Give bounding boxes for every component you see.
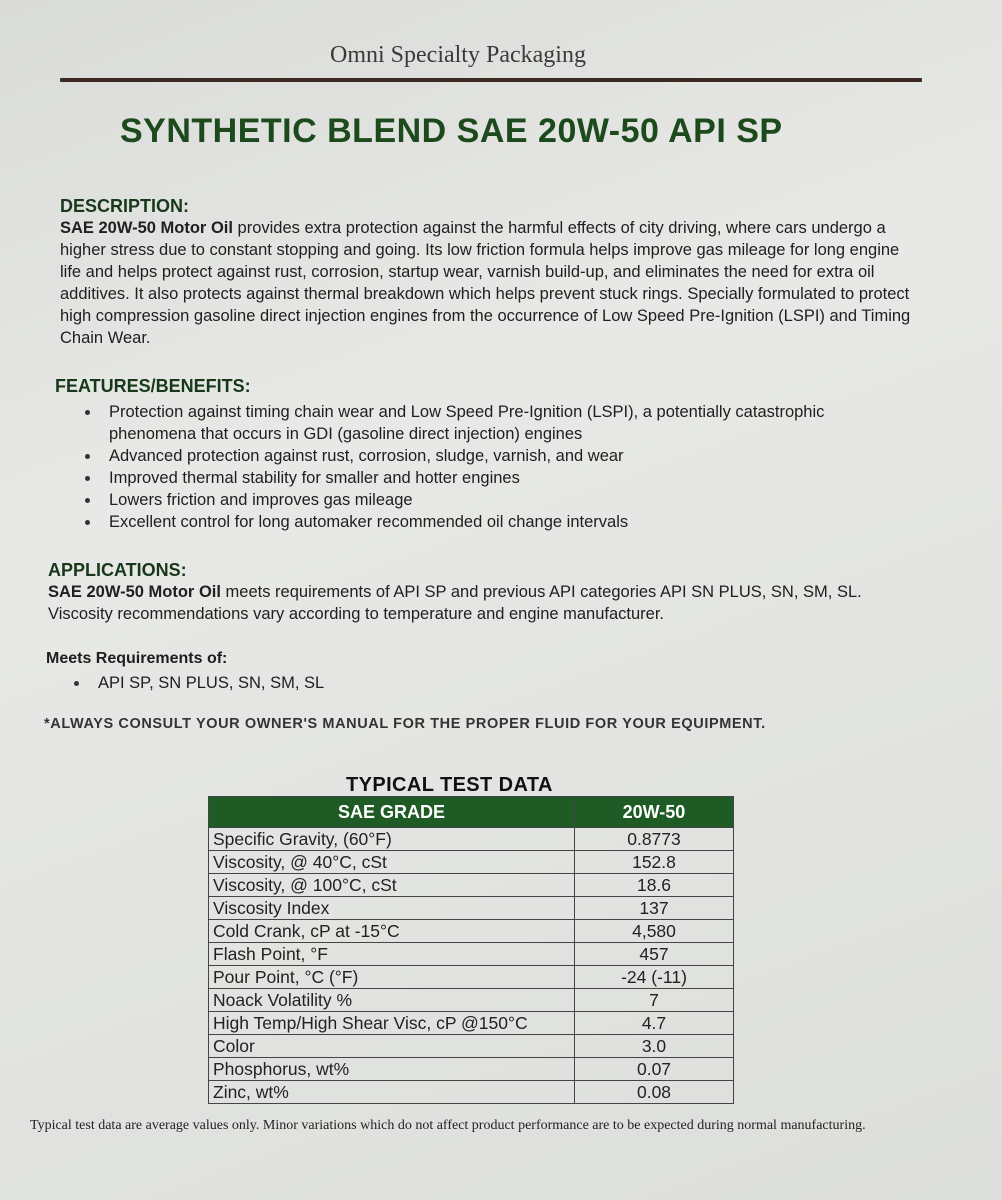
description-body: provides extra protection against the harmful effects of city driving, where cars undergo a higher stress due to constant stopping and going. Its low friction formula helps improve gas mileage for long engine life and helps protect against rust, corrosion, startup wear, varnish build-up, and eliminates the need for extra oil additives. It also protects against thermal breakdown which helps prevent stuck rings. Specially formulated to protect high compression gasoline direct injection engines from the occurrence of Low Speed Pre-Ignition (LSPI) and Timing Chain Wear. (60, 219, 911, 347)
header-rule (60, 78, 922, 82)
value-cell: 7 (575, 989, 734, 1012)
table-row (209, 920, 734, 943)
applications-lead: SAE 20W-50 Motor Oil (48, 583, 221, 601)
property-cell: Viscosity, @ 100°C, cSt (209, 874, 575, 897)
meets-list (46, 672, 646, 694)
list-item: Advanced protection against rust, corrosion, sludge, varnish, and wear (83, 445, 915, 467)
product-title: SYNTHETIC BLEND SAE 20W-50 API SP (120, 112, 783, 150)
value-cell: 4,580 (575, 920, 734, 943)
applications-text (48, 581, 928, 625)
value-cell: 18.6 (575, 874, 734, 897)
property-cell: Viscosity, @ 40°C, cSt (209, 851, 575, 874)
applications-section (48, 560, 928, 625)
list-item: Improved thermal stability for smaller and hotter engines (83, 467, 915, 489)
value-cell: 0.8773 (575, 828, 734, 851)
value-cell: -24 (-11) (575, 966, 734, 989)
meets-heading: Meets Requirements of: (46, 650, 228, 667)
column-header-property: SAE GRADE (209, 797, 575, 828)
list-item: API SP, SN PLUS, SN, SM, SL (72, 672, 646, 694)
table-row (209, 966, 734, 989)
table-header-row (209, 797, 734, 828)
features-list (55, 401, 915, 533)
table-row (209, 989, 734, 1012)
features-heading: FEATURES/BENEFITS: (55, 376, 251, 396)
property-cell: Pour Point, °C (°F) (209, 966, 575, 989)
property-cell: Phosphorus, wt% (209, 1058, 575, 1081)
description-lead: SAE 20W-50 Motor Oil (60, 219, 233, 237)
property-cell: Zinc, wt% (209, 1081, 575, 1104)
test-data-table (208, 796, 734, 1104)
table-row (209, 851, 734, 874)
value-cell: 3.0 (575, 1035, 734, 1058)
property-cell: Flash Point, °F (209, 943, 575, 966)
footnote: Typical test data are average values only. Minor variations which do not affect product performance are to be expected during normal manufacturing. (30, 1118, 866, 1133)
applications-body: meets requirements of API SP and previous API categories API SN PLUS, SN, SM, SL. Viscosity recommendations vary according to temperature and engine manufacturer. (48, 583, 862, 623)
table-row (209, 1012, 734, 1035)
table-row (209, 943, 734, 966)
value-cell: 137 (575, 897, 734, 920)
table-row (209, 828, 734, 851)
table-row (209, 1058, 734, 1081)
description-heading: DESCRIPTION: (60, 196, 190, 216)
test-data-title: TYPICAL TEST DATA (346, 774, 553, 796)
value-cell: 0.07 (575, 1058, 734, 1081)
property-cell: Cold Crank, cP at -15°C (209, 920, 575, 943)
property-cell: Noack Volatility % (209, 989, 575, 1012)
value-cell: 4.7 (575, 1012, 734, 1035)
property-cell: Viscosity Index (209, 897, 575, 920)
features-section (55, 376, 915, 533)
warning-note: *ALWAYS CONSULT YOUR OWNER'S MANUAL FOR THE PROPER FLUID FOR YOUR EQUIPMENT. (44, 716, 766, 732)
value-cell: 152.8 (575, 851, 734, 874)
list-item: Protection against timing chain wear and Low Speed Pre-Ignition (LSPI), a potentially catastrophic phenomena that occurs in GDI (gasoline direct injection) engines (83, 401, 915, 445)
applications-heading: APPLICATIONS: (48, 560, 187, 580)
table-row (209, 874, 734, 897)
table-row (209, 1035, 734, 1058)
column-header-value: 20W-50 (575, 797, 734, 828)
description-section (60, 196, 920, 349)
property-cell: Specific Gravity, (60°F) (209, 828, 575, 851)
meets-requirements-section (46, 650, 646, 694)
company-name: Omni Specialty Packaging (330, 42, 586, 68)
value-cell: 457 (575, 943, 734, 966)
table-row (209, 897, 734, 920)
value-cell: 0.08 (575, 1081, 734, 1104)
list-item: Lowers friction and improves gas mileage (83, 489, 915, 511)
table-row (209, 1081, 734, 1104)
description-text (60, 217, 920, 349)
list-item: Excellent control for long automaker recommended oil change intervals (83, 511, 915, 533)
property-cell: Color (209, 1035, 575, 1058)
property-cell: High Temp/High Shear Visc, cP @150°C (209, 1012, 575, 1035)
test-data-body (209, 828, 734, 1104)
